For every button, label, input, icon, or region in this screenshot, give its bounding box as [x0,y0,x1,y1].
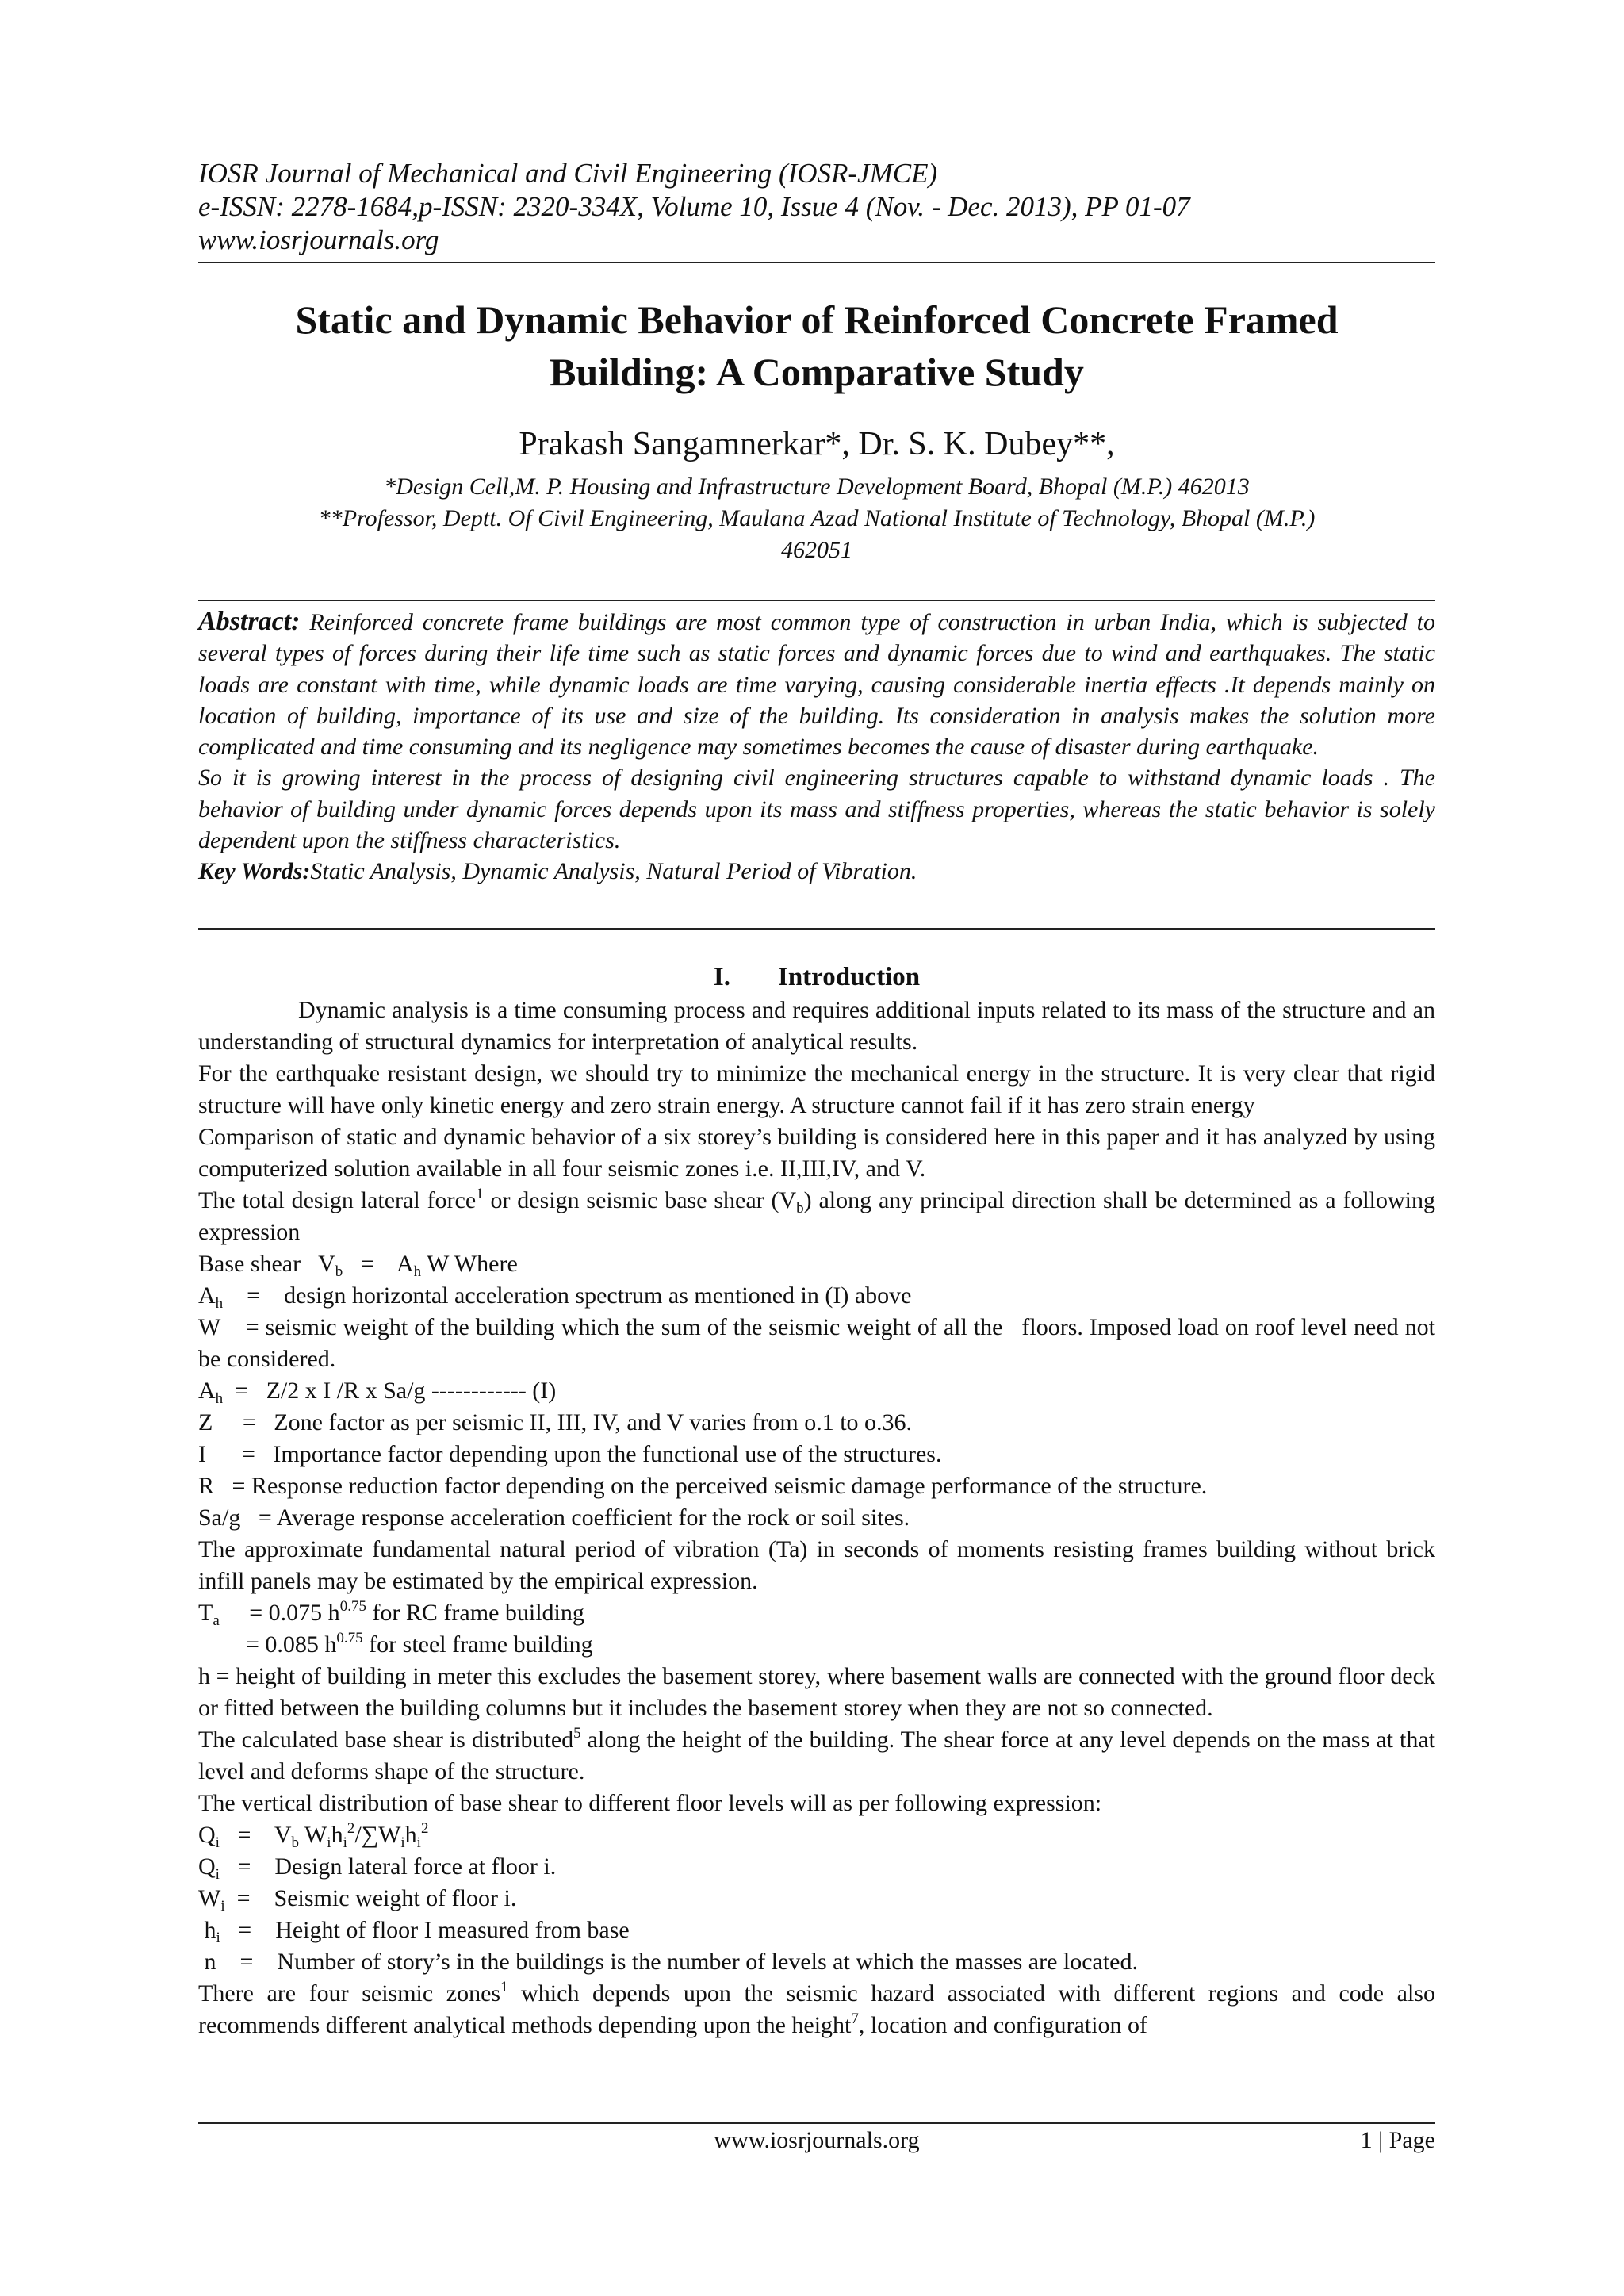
affiliation-2: **Professor, Deptt. Of Civil Engineering, Maulana Azad National Institute of Technology, Bhopal (M.P.) [318,505,1316,531]
definition-sag: Sa/g = Average response acceleration coefficient for the rock or soil sites. [198,1504,910,1531]
definition-i: I = Importance factor depending upon the functional use of the structures. [198,1441,942,1467]
definition-n: n = Number of story’s in the buildings is the number of levels at which the masses are located. [198,1949,1138,1975]
section-body [198,995,1442,2041]
section-title: Introduction [777,963,921,991]
affiliation-2-zip: 462051 [781,537,852,563]
affiliation-1: *Design Cell,M. P. Housing and Infrastructure Development Board, Bhopal (M.P.) 462013 [384,473,1250,500]
definition-qi: $Q_i$ = Design lateral force at floor i. [198,1853,557,1883]
paper-title [198,293,1435,398]
definition-w: W = seismic weight of the building which the sum of the seismic weight of all the floors. Imposed load on roof level need not be considered. [198,1314,1442,1372]
intro-paragraph-8: There are four seismic zones$^1$ which depends upon the seismic hazard associated with different regions and code also recommends different analytical methods depending upon the height$^7$, location and configuration of [198,1979,1435,2038]
title-line-1: Static and Dynamic Behavior of Reinforced Concrete Framed [295,297,1339,342]
header-divider [198,262,1435,263]
equation-ta-rc: $T_a$ = 0.075 $h^{0.75}$ for RC frame building [198,1598,584,1629]
equation-ah: $A_h = Z/2$ x I /R x Sa/g ------------ (I) [198,1378,557,1407]
page-footer [198,2123,1435,2158]
author-list: Prakash Sangamnerkar*, Dr. S. K. Dubey**, [519,426,1115,462]
definition-r: R = Response reduction factor depending on the perceived seismic damage performance of the structure. [198,1473,1208,1499]
abstract-paragraph-1: Reinforced concrete frame buildings are most common type of construction in urban India, which is subjected to several types of forces during their life time such as static forces and dynamic forces due to wind and earthquakes. The static loads are constant with time, while dynamic loads are time varying, causing considerable inertia effects .It depends mainly on location of building, importance of its use and size of the building. Its consideration in analysis makes the solution more complicated and time consuming and its negligence may sometimes becomes the cause of disaster during earthquake. [198,609,1435,761]
affiliations [198,471,1435,566]
intro-paragraph-4: The total design lateral force$^1$ or design seismic base shear $(V_b)$ along any principal direction shall be determined as a following expression [198,1186,1435,1245]
page-number: 1 | Page [1360,2127,1435,2153]
section-heading [198,961,1435,993]
intro-paragraph-7: The vertical distribution of base shear to different floor levels will as per following expression: [198,1790,1102,1816]
intro-paragraph-2: For the earthquake resistant design, we should try to minimize the mechanical energy in the structure. It is very clear that rigid structure will have only kinetic energy and zero strain energy. A structure cannot fail if it has zero strain energy [198,1060,1435,1118]
title-line-2: Building: A Comparative Study [550,350,1084,394]
citation-ref: 1 [500,1979,508,1995]
definition-z: Z = Zone factor as per seismic II, III, IV, and V varies from o.1 to o.36. [198,1409,913,1435]
journal-issn: e-ISSN: 2278-1684,p-ISSN: 2320-334X, Volume 10, Issue 4 (Nov. - Dec. 2013), PP 01-07 [198,191,1190,222]
abstract-label: Abstract: [198,607,301,636]
definition-wi: $W_i$ = Seismic weight of floor i. [198,1885,517,1915]
citation-ref: 5 [573,1725,581,1742]
definition-h: h = height of building in meter this excludes the basement storey, where basement walls are connected with the ground floor deck or fitted between the building columns but it includes the basement storey when they are not so connected. [198,1663,1435,1721]
keywords-label: Key Words: [198,858,311,885]
equation-ta-steel: = 0.085 $h^{0.75}$ for steel frame building [198,1630,593,1658]
equation-base-shear: Base shear $V_b$ = $A_h$ W Where [198,1251,518,1280]
keywords: Static Analysis, Dynamic Analysis, Natural Period of Vibration. [310,858,917,885]
abstract-bottom-divider [198,928,1435,930]
section-number: I. [713,963,730,991]
abstract-paragraph-2: So it is growing interest in the process of designing civil engineering structures capable to withstand dynamic loads . The behavior of building under dynamic forces depends upon its mass and stiffness properties, whereas the static behavior is solely dependent upon the stiffness characteristics. [198,765,1435,854]
definition-ah: $A_h$ = design horizontal acceleration spectrum as mentioned in (I) above [198,1282,912,1312]
footer-website[interactable]: www.iosrjournals.org [714,2127,920,2153]
journal-header [198,157,1435,257]
journal-name: IOSR Journal of Mechanical and Civil Engineering (IOSR-JMCE) [198,158,938,189]
citation-ref: 1 [476,1186,484,1202]
equation-qi: $Q_i$ = $V_b$ $W_ih_i^2/\sum W_ih_i^2$ [198,1820,429,1851]
journal-website[interactable]: www.iosrjournals.org [198,224,439,255]
abstract-top-divider [198,600,1435,601]
abstract-block [198,606,1435,887]
intro-paragraph-6: The calculated base shear is distributed$^5$ along the height of the building. The shear force at any level depends on the mass at that level and deforms shape of the structure. [198,1725,1436,1784]
intro-paragraph-1: Dynamic analysis is a time consuming process and requires additional inputs related to its mass of the structure and an understanding of structural dynamics for interpretation of analytical results. [198,997,1435,1055]
definition-hi: $h_i$ = Height of floor I measured from base [198,1917,630,1946]
citation-ref: 7 [851,2010,859,2027]
intro-paragraph-5: The approximate fundamental natural period of vibration (Ta) in seconds of moments resisting frames building without brick infill panels may be estimated by the empirical expression. [198,1536,1435,1594]
intro-paragraph-3: Comparison of static and dynamic behavior of a six storey’s building is considered here in this paper and it has analyzed by using computerized solution available in all four seismic zones i.e. II,III,IV, and V. [198,1124,1435,1182]
